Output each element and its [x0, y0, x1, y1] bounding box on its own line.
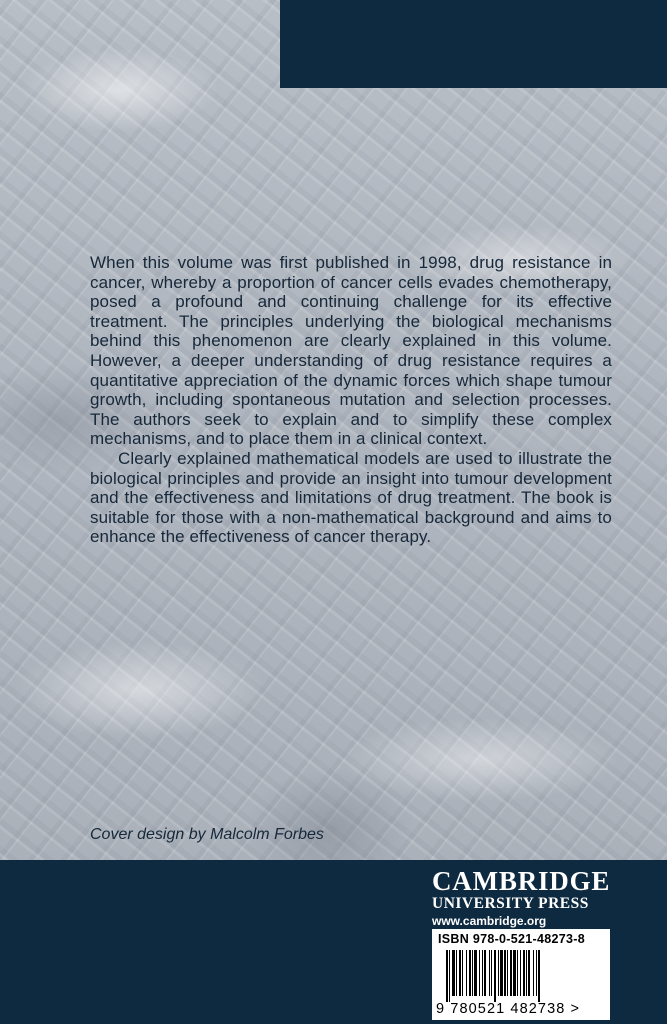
blurb-paragraph-2: Clearly explained mathematical models are used to illustrate the biological principles and provide an insight into tumour development and the effectiveness and limitations of drug treatment. The book is suitable for those with a non-mathematical background and aims to enhance the effectiveness of cancer therapy. — [90, 448, 612, 547]
publisher-name: CAMBRIDGE — [432, 866, 611, 896]
barcode-icon — [432, 950, 610, 1002]
isbn-label: ISBN 978-0-521-48273-8 — [438, 932, 585, 946]
blurb-paragraph-1: When this volume was first published in 1998, drug resistance in cancer, whereby a proportion of cancer cells evades chemotherapy, posed a profound and continuing challenge for its effective treatment. The principles underlying the biological mechanisms behind this phenomenon are clearly explained in this volume. However, a deeper understanding of drug resistance requires a quantitative appreciation of the dynamic forces which shape tumour growth, including spontaneous mutation and selection processes. The authors seek to explain and to simplify these complex mechanisms, and to place them in a clinical context. — [90, 253, 612, 449]
barcode-panel — [432, 929, 610, 1020]
cover-design-credit: Cover design by Malcolm Forbes — [90, 826, 324, 843]
top-color-block — [280, 0, 667, 88]
publisher-url: www.cambridge.org — [432, 914, 547, 928]
blurb-text — [90, 253, 612, 547]
publisher-logo — [432, 867, 610, 930]
barcode-digits: 9 780521 482738 > — [436, 1001, 581, 1017]
publisher-subtitle: UNIVERSITY PRESS — [432, 895, 589, 912]
